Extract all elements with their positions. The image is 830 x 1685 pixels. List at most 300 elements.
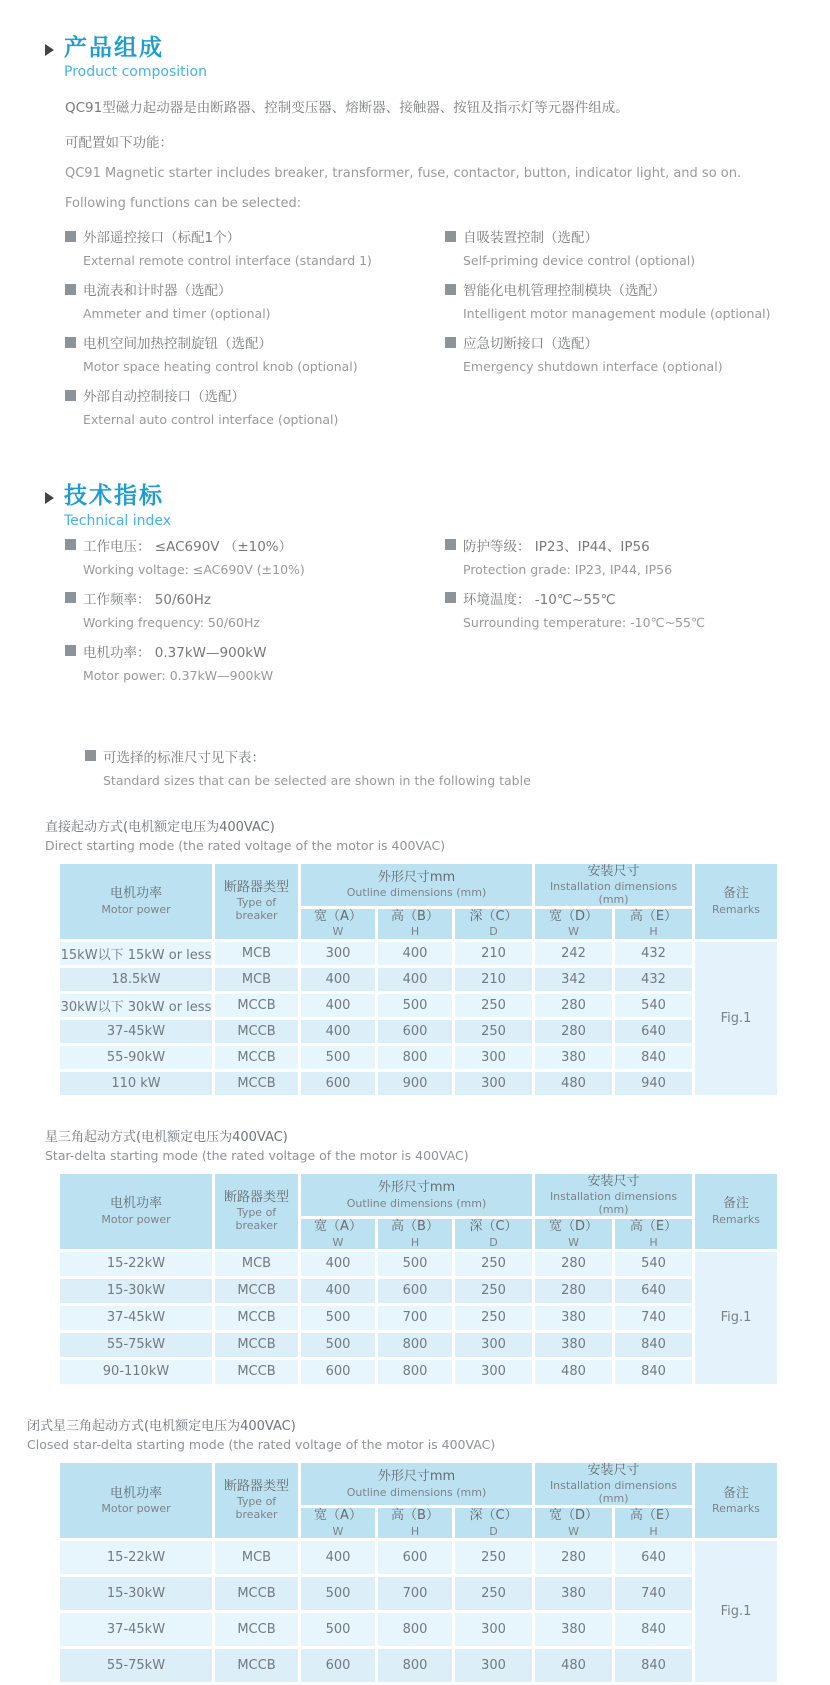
bullet-line-zh [445,279,790,299]
header-label-zh: 高（E） [629,1508,678,1524]
col-header-breaker-type [214,1461,300,1539]
header-label-zh: 深（C） [469,1219,518,1235]
bullet-line-zh [65,332,445,352]
bullet-item [65,279,445,321]
standard-sizes-note [85,746,790,788]
group-header-outline-dimensions [300,862,534,908]
section-heading [45,484,790,528]
header-label-en: W [332,1235,344,1249]
table-cell: 250 [454,1018,534,1044]
table-cell: 300 [454,1647,534,1683]
table-cell: 15-22kW [59,1539,214,1575]
header-label-en: H [649,1235,658,1249]
subcol-header [454,1507,534,1539]
table-cell: 840 [614,1331,694,1358]
table-cell: 700 [377,1575,454,1611]
header-label-zh: 高（B） [391,909,439,925]
header-label-zh: 安装尺寸 [587,1173,640,1189]
bullet-line-zh [445,332,790,352]
table-cell: 432 [614,940,694,966]
table-cell: 55-75kW [59,1647,214,1683]
header-label-en: Remarks [712,902,761,916]
table-cell: 250 [454,992,534,1018]
section-heading-text [64,484,171,528]
note-line-zh [85,746,790,766]
table-cell: 700 [377,1304,454,1331]
table-cell: 500 [377,1250,454,1277]
table-cell: 840 [614,1647,694,1683]
header-label-zh: 外形尺寸mm [377,870,456,886]
table-block-closed-star-delta [27,1415,790,1685]
subcol-header [454,908,534,940]
header-label-en: H [410,1235,420,1249]
bullet-label-en: Working frequency: 50/60Hz [83,614,260,630]
table-cell: MCCB [214,1018,300,1044]
table-cell: 37-45kW [59,1304,214,1331]
table-cell: 640 [614,1018,694,1044]
table-cell: 400 [300,1277,377,1304]
intro-line: QC91 Magnetic starter includes breaker, transformer, fuse, contactor, button, indicator light, and so on. [65,166,742,182]
section-title-en: Technical index [64,512,172,529]
note-en: Standard sizes that can be selected are shown in the following table [103,772,531,788]
note-zh: 可选择的标准尺寸见下表： [103,749,265,766]
table-cell: 800 [377,1647,454,1683]
table-cell: MCCB [214,1331,300,1358]
header-label-en: Remarks [712,1501,761,1515]
spec-list [65,535,790,694]
header-label-en: Motor power [101,902,171,916]
header-label-zh: 宽（A） [314,1219,362,1235]
bullet-line-zh [65,588,445,608]
remark-cell: Fig.1 [694,940,779,1096]
bullet-square-icon [65,645,76,656]
table-cell: 300 [454,1611,534,1647]
table-cell: 600 [300,1070,377,1096]
table-cell: MCCB [214,1611,300,1647]
group-header-outline-dimensions [300,1172,534,1218]
header-label-en: W [332,925,344,939]
bullet-square-icon [445,539,456,550]
table-cell: 55-75kW [59,1331,214,1358]
table-cell: 500 [377,992,454,1018]
bullet-item [445,226,790,268]
spec-column-right [445,535,790,694]
table-cell: 380 [534,1331,614,1358]
table-cell: 500 [300,1575,377,1611]
section-heading [45,36,790,80]
header-label-zh: 深（C） [469,909,518,925]
table-cell: 280 [534,1018,614,1044]
remark-cell: Fig.1 [694,1250,779,1385]
header-label-zh: 电机功率 [109,886,162,902]
table-cell: 540 [614,992,694,1018]
table-caption-en: Closed star-delta starting mode (the rated voltage of the motor is 400VAC) [27,1436,496,1452]
table-cell: MCCB [214,1358,300,1385]
table-cell: 380 [534,1044,614,1070]
bullet-square-icon [65,592,76,603]
table-row [59,1358,779,1385]
col-header-remarks [694,862,779,940]
header-label-en: W [568,1524,579,1538]
bullet-label-zh: 自吸装置控制（选配） [463,230,598,247]
table-caption-en: Star-delta starting mode (the rated voltage of the motor is 400VAC) [45,1147,469,1163]
table-cell: 30kW以下 30kW or less [59,992,214,1018]
table-cell: 250 [454,1277,534,1304]
table-caption-zh: 星三角起动方式(电机额定电压为400VAC) [45,1129,288,1145]
triangle-bullet-icon [45,492,54,504]
subcol-header [614,1507,694,1539]
header-label-zh: 安装尺寸 [587,1462,640,1478]
header-label-zh: 高（B） [391,1219,439,1235]
subcol-header [377,908,454,940]
table-cell: 432 [614,966,694,992]
table-cell: 55-90kW [59,1044,214,1070]
bullet-label-zh: 电机空间加热控制旋钮（选配） [83,336,272,353]
header-label-zh: 安装尺寸 [587,863,640,879]
group-header-installation-dimensions [534,1172,694,1218]
subcol-header [614,908,694,940]
bullet-square-icon [65,231,76,242]
feature-column-left [65,226,445,438]
header-label-en: W [332,1524,344,1538]
bullet-label-en: External remote control interface (standard 1) [83,253,372,269]
subcol-header [377,1507,454,1539]
table-cell: 15kW以下 15kW or less [59,940,214,966]
table-row [59,992,779,1018]
table-cell: 800 [377,1611,454,1647]
table-cell: 400 [300,966,377,992]
header-label-en: Motor power [101,1501,171,1515]
header-label-zh: 断路器类型 [223,1478,289,1494]
bullet-line-zh [445,588,790,608]
remark-cell: Fig.1 [694,1539,779,1683]
col-header-breaker-type [214,1172,300,1250]
subcol-header [534,1218,614,1250]
subcol-header [454,1218,534,1250]
bullet-square-icon [445,337,456,348]
table-cell: 210 [454,966,534,992]
subcol-header [614,1218,694,1250]
table-cell: 280 [534,992,614,1018]
table-cell: 400 [300,1539,377,1575]
table-cell: 280 [534,1277,614,1304]
table-cell: 210 [454,940,534,966]
bullet-label-zh: 工作频率： 50/60Hz [83,591,211,608]
intro-paragraphs [65,96,790,211]
header-label-zh: 外形尺寸mm [377,1180,456,1196]
table-cell: 380 [534,1304,614,1331]
bullet-label-en: Motor power: 0.37kW—900kW [83,667,274,683]
table-cell: 400 [300,1250,377,1277]
header-row-groups [59,862,779,908]
table-caption-zh: 闭式星三角起动方式(电机额定电压为400VAC) [27,1418,296,1434]
header-label-zh: 高（E） [629,909,678,925]
bullet-label-zh: 电机功率： 0.37kW—900kW [83,644,267,661]
table-row [59,1331,779,1358]
size-table-container [45,861,790,1098]
bullet-item [65,226,445,268]
bullet-label-en: Self-priming device control (optional) [463,253,696,269]
bullet-item [65,535,445,577]
bullet-label-zh: 工作电压： ≤AC690V （±10%） [83,538,293,555]
table-cell: 840 [614,1358,694,1385]
col-header-motor-power [59,1172,214,1250]
header-label-zh: 宽（A） [314,909,362,925]
header-label-en: Outline dimensions (mm) [346,886,487,900]
header-label-zh: 断路器类型 [223,879,289,895]
table-cell: 37-45kW [59,1611,214,1647]
table-caption-en: Direct starting mode (the rated voltage of the motor is 400VAC) [45,837,446,853]
header-label-zh: 外形尺寸mm [377,1469,456,1485]
header-label-zh: 宽（D） [549,1508,599,1524]
bullet-square-icon [65,539,76,550]
header-label-en: Remarks [712,1212,761,1226]
table-cell: MCCB [214,1304,300,1331]
table-row [59,1611,779,1647]
bullet-line-zh [65,226,445,246]
header-label-en: W [568,925,579,939]
bullet-label-zh: 外部遥控接口（标配1个） [83,230,241,247]
col-header-breaker-type [214,862,300,940]
table-block-star-delta [45,1126,790,1387]
header-label-en: Motor power [101,1212,171,1226]
table-cell: 15-22kW [59,1250,214,1277]
bullet-label-zh: 防护等级： IP23、IP44、IP56 [463,538,650,555]
table-cell: MCCB [214,1277,300,1304]
table-row [59,940,779,966]
table-cell: 380 [534,1575,614,1611]
spec-column-left [65,535,445,694]
table-cell: MCB [214,966,300,992]
table-row [59,1539,779,1575]
header-label-zh: 电机功率 [109,1485,162,1501]
bullet-label-en: Ammeter and timer (optional) [83,306,271,322]
table-block-direct-starting [45,816,790,1098]
intro-line: 可配置如下功能： [65,135,173,152]
bullet-line-zh [445,535,790,555]
table-cell: 280 [534,1250,614,1277]
section-title-en: Product composition [64,64,207,81]
header-label-zh: 备注 [723,886,750,902]
triangle-bullet-icon [45,44,54,56]
col-header-remarks [694,1172,779,1250]
bullet-item [445,332,790,374]
table-cell: 300 [300,940,377,966]
size-table-container [45,1171,790,1387]
bullet-line-zh [65,385,445,405]
header-label-en: D [489,1524,498,1538]
header-label-en: D [489,1235,498,1249]
feature-list [65,226,790,438]
section-product-composition [45,36,790,438]
header-label-zh: 宽（D） [549,1219,599,1235]
section-title-zh: 技术指标 [64,483,164,510]
table-cell: 940 [614,1070,694,1096]
header-label-en: H [410,1524,420,1538]
table-cell: 600 [377,1277,454,1304]
header-label-en: H [649,1524,658,1538]
header-label-zh: 宽（D） [549,909,599,925]
table-row [59,1277,779,1304]
size-table [57,861,780,1098]
header-label-en: Type of breaker [235,896,278,923]
subcol-header [300,908,377,940]
table-cell: 500 [300,1611,377,1647]
table-cell: 500 [300,1304,377,1331]
bullet-line-zh [65,641,445,661]
table-cell: 480 [534,1358,614,1385]
table-cell: 280 [534,1539,614,1575]
bullet-square-icon [65,284,76,295]
bullet-item [65,641,445,683]
subcol-header [534,1507,614,1539]
bullet-square-icon [445,592,456,603]
bullet-label-en: Surrounding temperature: -10℃~55℃ [463,614,705,630]
col-header-motor-power [59,862,214,940]
table-cell: 300 [454,1358,534,1385]
bullet-label-zh: 智能化电机管理控制模块（选配） [463,283,666,300]
feature-column-right [445,226,790,438]
table-cell: 15-30kW [59,1575,214,1611]
header-label-zh: 电机功率 [109,1196,162,1212]
table-cell: 840 [614,1044,694,1070]
table-cell: 37-45kW [59,1018,214,1044]
table-cell: 500 [300,1044,377,1070]
bullet-label-en: Working voltage: ≤AC690V (±10%) [83,561,305,577]
subcol-header [377,1218,454,1250]
bullet-square-icon [65,390,76,401]
header-label-en: Installation dimensions (mm) [549,1189,678,1217]
bullet-item [65,385,445,427]
table-cell: 250 [454,1539,534,1575]
table-cell: 900 [377,1070,454,1096]
size-table-container [45,1460,790,1685]
table-cell: 242 [534,940,614,966]
table-cell: 740 [614,1575,694,1611]
header-label-en: Outline dimensions (mm) [346,1485,487,1499]
header-label-en: Installation dimensions (mm) [549,1478,678,1506]
header-label-en: H [649,925,658,939]
table-row [59,1647,779,1683]
table-row [59,1044,779,1070]
intro-line: QC91型磁力起动器是由断路器、控制变压器、熔断器、接触器、按钮及指示灯等元器件组成。 [65,100,629,117]
table-cell: 600 [377,1539,454,1575]
bullet-item [445,535,790,577]
bullet-label-en: Emergency shutdown interface (optional) [463,359,723,375]
header-label-zh: 高（E） [629,1219,678,1235]
table-cell: 480 [534,1647,614,1683]
table-cell: 250 [454,1250,534,1277]
header-label-en: Installation dimensions (mm) [549,879,678,907]
table-cell: MCCB [214,1070,300,1096]
group-header-outline-dimensions [300,1461,534,1507]
table-cell: 18.5kW [59,966,214,992]
table-cell: 400 [300,992,377,1018]
bullet-line-zh [65,535,445,555]
header-label-zh: 宽（A） [314,1508,362,1524]
section-heading-text [64,36,207,80]
subcol-header [534,908,614,940]
header-row-groups [59,1461,779,1507]
bullet-label-zh: 外部自动控制接口（选配） [83,389,245,406]
table-cell: 250 [454,1575,534,1611]
table-row [59,966,779,992]
table-row [59,1575,779,1611]
header-label-zh: 深（C） [469,1508,518,1524]
bullet-line-zh [445,226,790,246]
bullet-label-en: External auto control interface (optional) [83,412,339,428]
table-cell: 600 [377,1018,454,1044]
table-caption-zh: 直接起动方式(电机额定电压为400VAC) [45,819,275,835]
size-table [57,1460,780,1685]
bullet-label-zh: 环境温度： -10℃~55℃ [463,591,616,608]
table-cell: 480 [534,1070,614,1096]
table-cell: 400 [377,966,454,992]
table-cell: MCCB [214,1575,300,1611]
table-cell: 840 [614,1611,694,1647]
header-label-en: Type of breaker [235,1206,278,1233]
bullet-square-icon [445,231,456,242]
subcol-header [300,1218,377,1250]
table-cell: 740 [614,1304,694,1331]
table-cell: 800 [377,1358,454,1385]
section-technical-index [45,484,790,693]
table-cell: 342 [534,966,614,992]
bullet-item [445,279,790,321]
bullet-line-zh [65,279,445,299]
table-cell: 90-110kW [59,1358,214,1385]
table-cell: 800 [377,1331,454,1358]
table-cell: MCCB [214,992,300,1018]
group-header-installation-dimensions [534,1461,694,1507]
table-cell: 300 [454,1070,534,1096]
bullet-label-zh: 应急切断接口（选配） [463,336,598,353]
bullet-item [65,332,445,374]
table-cell: MCB [214,1250,300,1277]
header-label-en: Outline dimensions (mm) [346,1196,487,1210]
table-cell: 380 [534,1611,614,1647]
table-cell: 400 [377,940,454,966]
section-title-zh: 产品组成 [64,35,164,61]
header-row-groups [59,1172,779,1218]
header-label-zh: 备注 [723,1485,750,1501]
table-cell: 15-30kW [59,1277,214,1304]
table-cell: 500 [300,1331,377,1358]
table-cell: MCCB [214,1647,300,1683]
table-cell: 300 [454,1331,534,1358]
subcol-header [300,1507,377,1539]
col-header-remarks [694,1461,779,1539]
table-cell: 250 [454,1304,534,1331]
table-row [59,1304,779,1331]
col-header-motor-power [59,1461,214,1539]
table-cell: 640 [614,1277,694,1304]
header-label-en: Type of breaker [235,1495,278,1522]
table-cell: 400 [300,1018,377,1044]
table-cell: 300 [454,1044,534,1070]
header-label-en: D [489,925,498,939]
bullet-square-icon [65,337,76,348]
bullet-square-icon [85,750,96,761]
bullet-item [65,588,445,630]
bullet-label-en: Intelligent motor management module (optional) [463,306,771,322]
bullet-label-zh: 电流表和计时器（选配） [83,283,232,300]
table-row [59,1250,779,1277]
table-row [59,1018,779,1044]
table-cell: MCCB [214,1044,300,1070]
table-cell: 110 kW [59,1070,214,1096]
intro-line: Following functions can be selected: [65,196,302,212]
